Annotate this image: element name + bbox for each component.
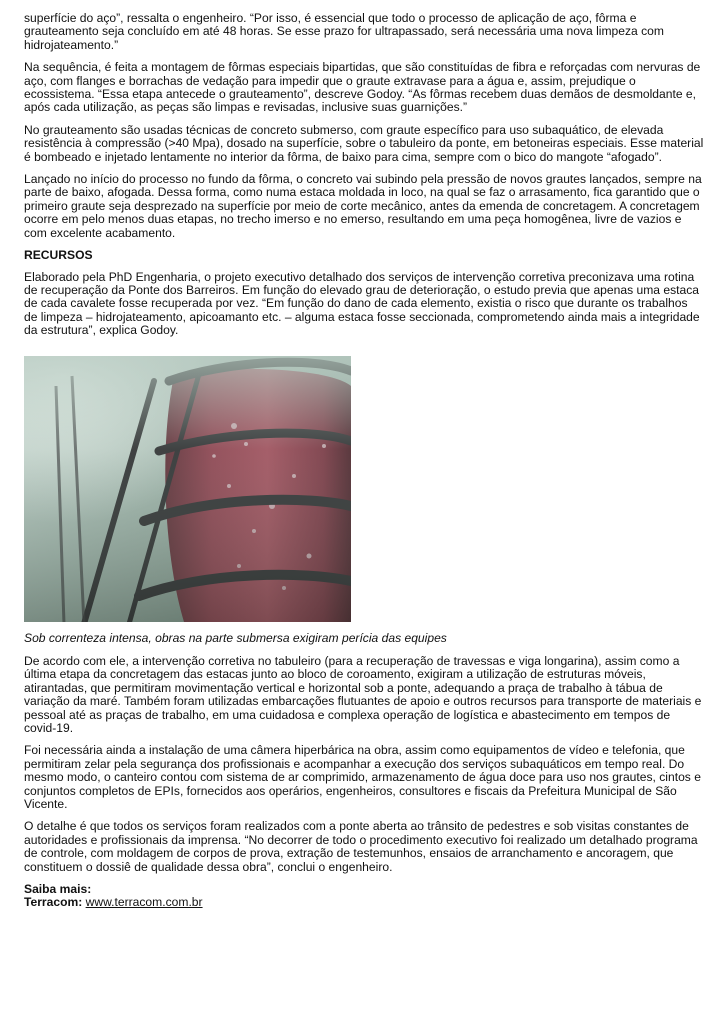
- article-paragraph: Foi necessária ainda a instalação de uma câmera hiperbárica na obra, assim como equipamentos de vídeo e telefonia, que permitiram zelar pela segurança dos profissionais e acompanhar a execução dos serviços subaquáticos em tempo real. Do mesmo modo, o canteiro contou com sistema de ar comprimido, armazenamento de água doce para uso nos grautes, cintos e conjuntos completos de EPIs, fornecidos aos operários, engenheiros, consultores e fiscais da Prefeitura Municipal de São Vicente.: [24, 743, 701, 811]
- article-paragraph: O detalhe é que todos os serviços foram realizados com a ponte aberta ao trânsito de pedestres e sob visitas constantes de autoridades e profissionais da imprensa. “No decorrer de todo o procedimento executivo foi realizado um detalhado programa de controle, com moldagem de corpos de prova, extração de testemunhos, ensaios de arranchamento e ancoragem, que constituem o dossiê de qualidade dessa obra”, conclui o engenheiro.: [24, 819, 698, 874]
- photo-caption: Sob correnteza intensa, obras na parte submersa exigiram perícia das equipes: [24, 630, 447, 645]
- section-heading: RECURSOS: [24, 248, 93, 263]
- article-page: [24, 12, 704, 910]
- article-paragraph: Na sequência, é feita a montagem de fôrmas especiais bipartidas, que são constituídas de fibra e reforçadas com nervuras de aço, com flanges e borrachas de vedação para impedir que o graute extravase para a água e, assim, prejudique o ecossistema. “Essa etapa antecede o grauteamento”, descreve Godoy. “As fôrmas recebem duas demãos de desmoldante e, após cada utilização, as peças são limpas e revisadas, inclusive suas guarnições.”: [24, 60, 701, 115]
- underwater-pile-illustration: [24, 356, 351, 622]
- source-link[interactable]: www.terracom.com.br: [85, 895, 203, 910]
- article-paragraph: De acordo com ele, a intervenção corretiva no tabuleiro (para a recuperação de travessas e viga longarina), assim como a última etapa da concretagem das estacas junto ao bloco de coroamento, exigiram a utilização de estruturas móveis, atirantadas, que permitiram movimentação vertical e horizontal sob a ponte, adequando a praça de trabalho à tábua de variação da maré. Também foram utilizadas embarcações flutuantes de apoio e outros recursos para transporte de materiais e pessoal até as praças de trabalho, em uma cuidadosa e complexa operação de logística e abastecimento em tempos de covid-19.: [24, 653, 702, 735]
- article-paragraph: Lançado no início do processo no fundo da fôrma, o concreto vai subindo pela pressão de novos grautes lançados, sempre na parte de baixo, afogada. Dessa forma, como numa estaca moldada in loco, na qual se faz o arrasamento, fica garantido que o primeiro graute seja desprezado na superfície por meio de corte mecânico, antes da emenda de concretagem. A concretagem ocorre em pelo menos duas etapas, no trecho imerso e no emerso, resultando em uma peça homogênea, livre de vazios e com excelente acabamento.: [24, 172, 702, 240]
- article-paragraph: No grauteamento são usadas técnicas de concreto submerso, com graute específico para uso subaquático, de elevada resistência à compressão (>40 Mpa), dosado na superfície, sobre o tabuleiro da ponte, em betoneiras especiais. Esse material é bombeado e injetado lentamente no interior da fôrma, de baixo para cima, sempre com o bico do mangote “afogado”.: [24, 122, 704, 164]
- underwater-pile-photo: [24, 356, 351, 622]
- source-line: [24, 896, 704, 909]
- article-paragraph: Elaborado pela PhD Engenharia, o projeto executivo detalhado dos serviços de intervenção corretiva preconizava uma rotina de recuperação da Ponte dos Barreiros. Em função do elevado grau de deterioração, o estudo previa que apenas uma estaca de cada cavalete fosse recuperada por vez. “Em função do dano de cada elemento, existia o risco que durante os trabalhos de limpeza – hidrojateamento, apicoamanto etc. – alguma estaca fosse seccionada, comprometendo ainda mais a integridade da estrutura”, explica Godoy.: [24, 269, 700, 338]
- article-paragraph: superfície do aço”, ressalta o engenheiro. “Por isso, é essencial que todo o processo de aplicação de aço, fôrma e grauteamento seja concluído em até 48 horas. Se esse prazo for ultrapassado, será necessária uma nova limpeza com hidrojateamento.”: [24, 11, 664, 52]
- source-label: Terracom:: [24, 895, 83, 910]
- more-info-label: Saiba mais:: [24, 882, 92, 897]
